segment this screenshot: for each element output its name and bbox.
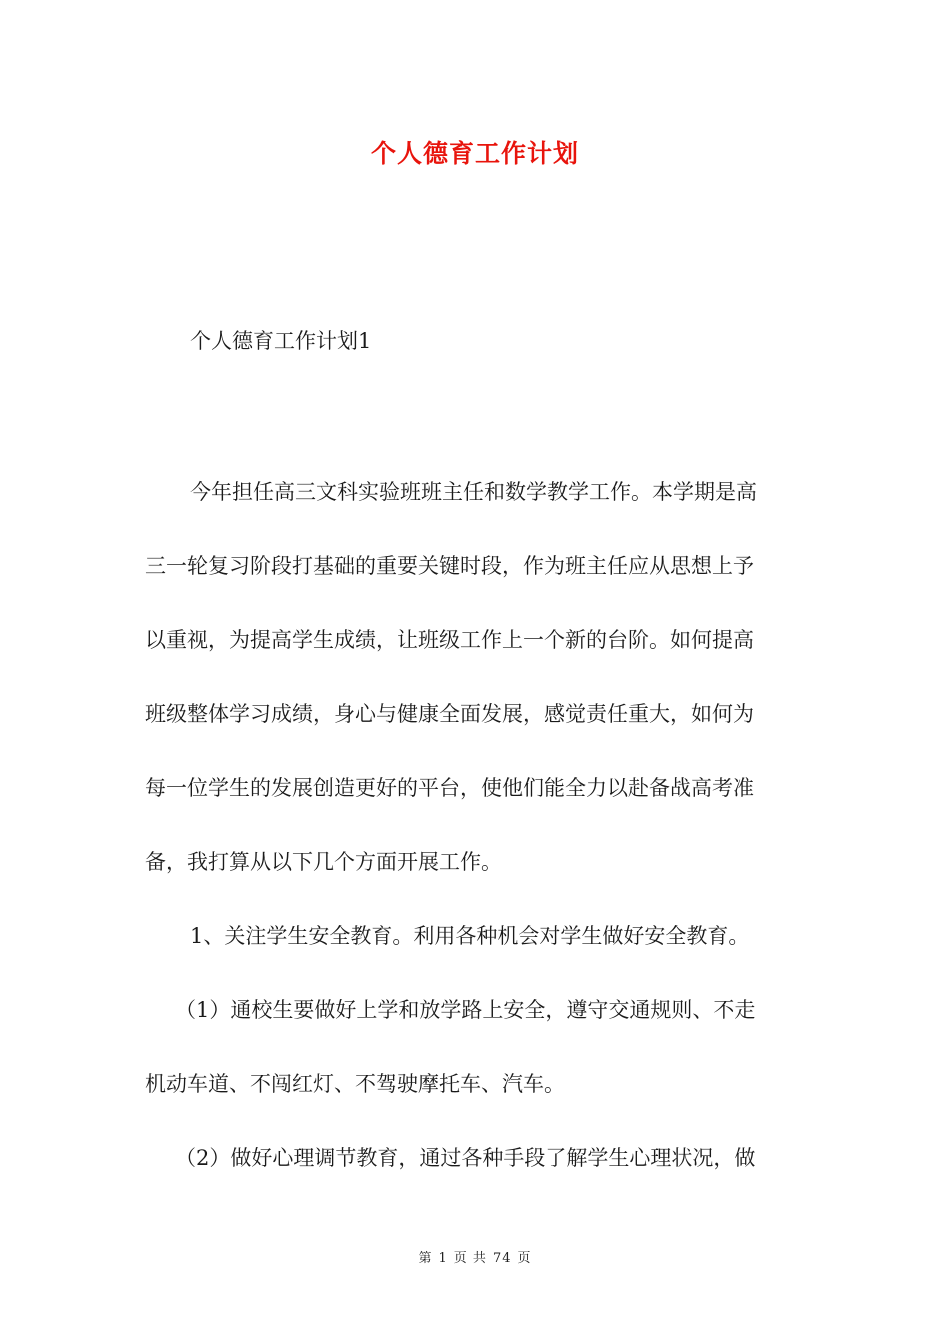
footer-middle: 页 共 — [453, 1251, 487, 1266]
paragraph-line: 1、关注学生安全教育。利用各种机会对学生做好安全教育。 — [190, 924, 750, 948]
paragraph-line: 机动车道、不闯红灯、不驾驶摩托车、汽车。 — [145, 1072, 565, 1096]
paragraph-line: （1）通校生要做好上学和放学路上安全，遵守交通规则、不走 — [175, 998, 756, 1022]
paragraph-line: 以重视，为提高学生成绩，让班级工作上一个新的台阶。如何提高 — [145, 628, 754, 652]
paragraph-line: 每一位学生的发展创造更好的平台，使他们能全力以赴备战高考准 — [145, 776, 754, 800]
paragraph-line: 今年担任高三文科实验班班主任和数学教学工作。本学期是高 — [190, 480, 757, 504]
paragraph-line: 备，我打算从以下几个方面开展工作。 — [145, 850, 502, 874]
paragraph-line: 三一轮复习阶段打基础的重要关键时段，作为班主任应从思想上予 — [145, 554, 754, 578]
section-heading: 个人德育工作计划1 — [190, 329, 372, 353]
page-footer — [0, 1247, 950, 1266]
document-title: 个人德育工作计划 — [370, 139, 579, 168]
paragraph-line: 班级整体学习成绩，身心与健康全面发展，感觉责任重大，如何为 — [145, 702, 754, 726]
footer-total-pages: 74 — [492, 1251, 512, 1266]
footer-page-number: 1 — [438, 1251, 448, 1266]
footer-prefix: 第 — [418, 1251, 433, 1266]
body-text — [145, 474, 805, 1214]
paragraph-line: （2）做好心理调节教育，通过各种手段了解学生心理状况，做 — [175, 1146, 756, 1170]
footer-suffix: 页 — [517, 1251, 532, 1266]
